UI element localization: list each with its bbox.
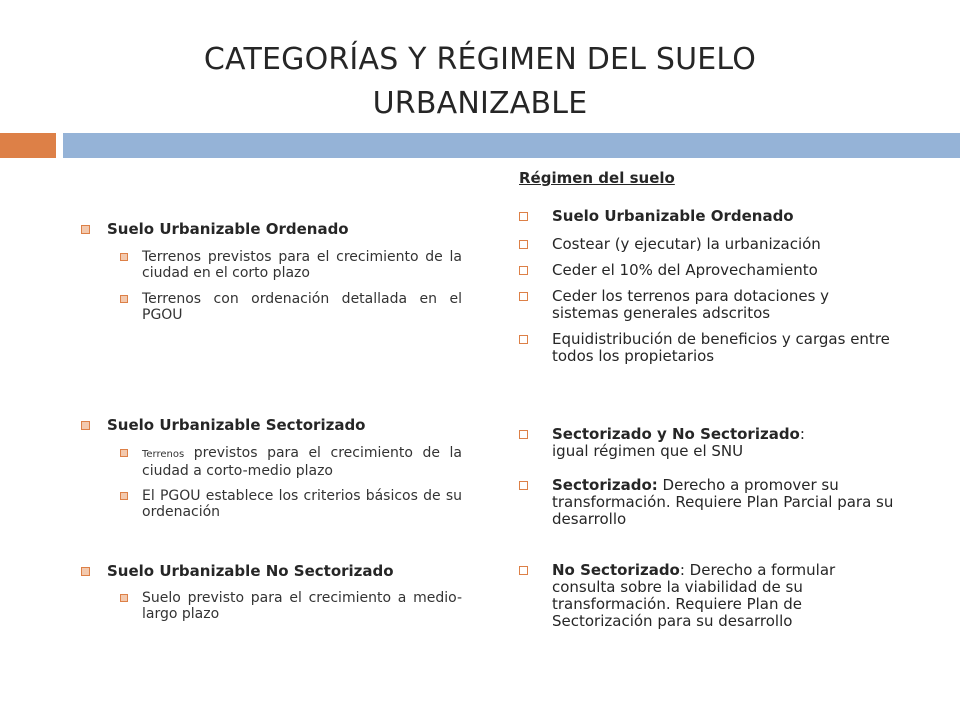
square-bullet-icon [519,481,528,490]
right-ordenado-item-3-text: Ceder los terrenos para dotaciones y sistemas generales adscritos [552,287,830,322]
left-heading-sectorizado [107,416,366,435]
square-bullet-icon [81,567,90,576]
right-ordenado-item-1-text: Costear (y ejecutar) la urbanización [552,235,821,253]
title-line-2: URBANIZABLE [372,86,588,121]
square-bullet-icon [519,566,528,575]
square-bullet-icon [120,449,128,457]
left-heading-ordenado-text: Suelo Urbanizable Ordenado [107,220,349,238]
left-heading-ordenado [107,220,349,239]
right-no-sectorizado-bold: No Sectorizado [552,561,680,579]
left-sectorizado-item-1 [142,445,462,479]
square-bullet-icon [519,266,528,275]
title-line-1: CATEGORÍAS Y RÉGIMEN DEL SUELO [203,42,757,77]
right-heading-ordenado [552,208,922,225]
right-no-sectorizado-text: : Derecho a formular consulta sobre la viabilidad de su transformación. Requiere Plan de Sectorización para su desarrollo [552,561,836,630]
right-sect-nosect [552,426,832,460]
right-ordenado-item-4-text: Equidistribución de beneficios y cargas entre todos los propietarios [552,330,890,365]
left-ordenado-item-2-text: Terrenos con ordenación detallada en el PGOU [142,291,462,323]
right-ordenado-item-4 [552,331,922,365]
accent-bar-orange [0,133,56,158]
square-bullet-icon [81,421,90,430]
square-bullet-icon [81,225,90,234]
right-ordenado-item-1 [552,236,922,253]
square-bullet-icon [519,292,528,301]
left-no-sectorizado-item-1-text: Suelo previsto para el crecimiento a medio-largo plazo [142,590,462,622]
left-ordenado-item-2 [142,291,462,323]
right-sectorizado [552,477,912,528]
square-bullet-icon [519,240,528,249]
accent-bar-blue [63,133,960,158]
left-ordenado-item-1 [142,249,462,281]
slide-title [150,38,810,126]
right-ordenado-item-2 [552,262,922,279]
right-sectorizado-text: Derecho a promover su transformación. Requiere Plan Parcial para su desarrollo [552,476,894,528]
left-sectorizado-item-2 [142,488,462,520]
square-bullet-icon [120,253,128,261]
right-sectorizado-bold: Sectorizado: [552,476,658,494]
left-no-sectorizado-item-1 [142,590,462,622]
left-sectorizado-item-1-small: Terrenos [142,449,185,460]
right-ordenado-item-3 [552,288,872,322]
square-bullet-icon [519,335,528,344]
right-heading-ordenado-text: Suelo Urbanizable Ordenado [552,207,794,225]
left-sectorizado-item-2-text: El PGOU establece los criterios básicos de su ordenación [142,488,462,520]
right-sect-nosect-bold: Sectorizado y No Sectorizado [552,425,800,443]
square-bullet-icon [120,492,128,500]
accent-bar-gap [56,133,63,158]
right-heading-regimen: Régimen del suelo [519,169,675,187]
square-bullet-icon [120,594,128,602]
square-bullet-icon [120,295,128,303]
square-bullet-icon [519,430,528,439]
left-sectorizado-item-1-text: previstos para el crecimiento de la ciudad a corto-medio plazo [142,445,462,479]
right-no-sectorizado [552,562,842,630]
right-ordenado-item-2-text: Ceder el 10% del Aprovechamiento [552,261,818,279]
left-heading-no-sectorizado [107,562,394,581]
left-heading-no-sectorizado-text: Suelo Urbanizable No Sectorizado [107,562,394,580]
right-sect-nosect-text: : igual régimen que el SNU [552,425,805,460]
left-ordenado-item-1-text: Terrenos previstos para el crecimiento de la ciudad en el corto plazo [142,249,462,281]
left-heading-sectorizado-text: Suelo Urbanizable Sectorizado [107,416,366,434]
square-bullet-icon [519,212,528,221]
